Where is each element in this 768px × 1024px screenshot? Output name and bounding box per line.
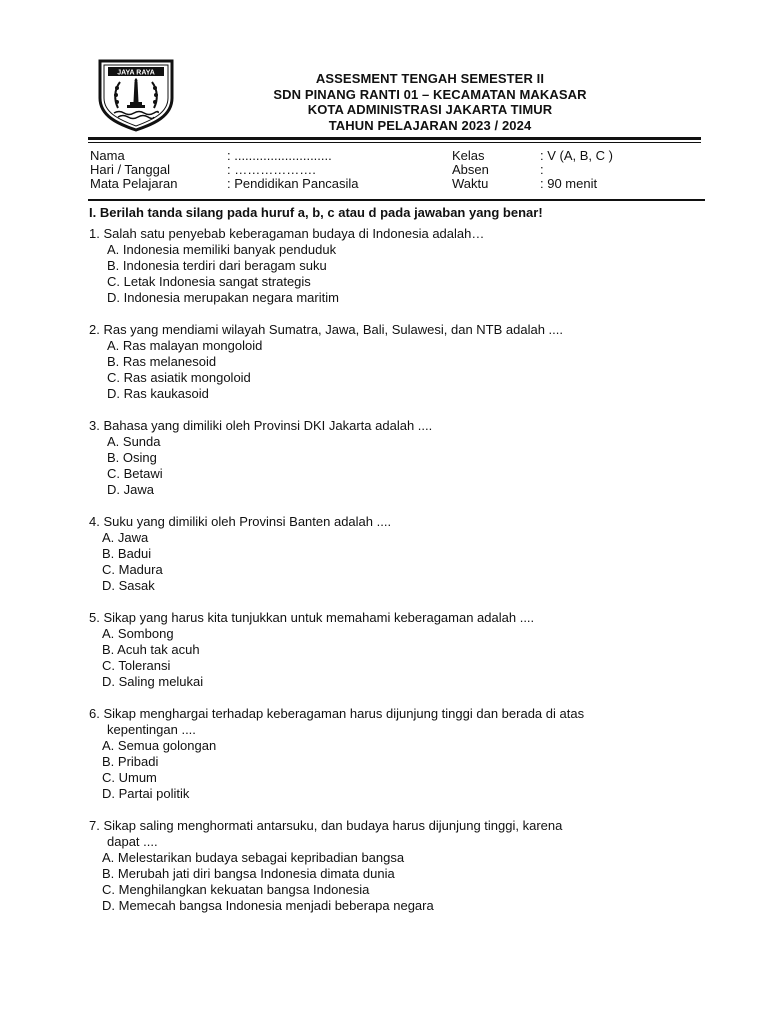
option-c[interactable]: C. Letak Indonesia sangat strategis <box>107 274 311 289</box>
option-c[interactable]: C. Madura <box>102 562 163 577</box>
info-left-labels <box>90 149 177 191</box>
option-b[interactable]: B. Ras melanesoid <box>107 354 217 369</box>
info-label-time: Waktu <box>452 176 489 191</box>
info-value-time: : 90 menit <box>540 176 598 191</box>
question-5 <box>89 610 701 690</box>
info-label-class: Kelas <box>452 148 485 163</box>
info-label-name: Nama <box>90 148 125 163</box>
option-d[interactable]: D. Ras kaukasoid <box>107 386 209 401</box>
option-b[interactable]: B. Acuh tak acuh <box>102 642 200 657</box>
option-c[interactable]: C. Toleransi <box>102 658 171 673</box>
emblem-motto: JAYA RAYA <box>117 69 155 77</box>
option-b[interactable]: B. Pribadi <box>102 754 159 769</box>
option-d[interactable]: D. Memecah bangsa Indonesia menjadi beberapa negara <box>102 898 434 913</box>
option-c[interactable]: C. Ras asiatik mongoloid <box>107 370 251 385</box>
question-4 <box>89 514 701 594</box>
option-a[interactable]: A. Sunda <box>107 434 161 449</box>
question-6 <box>89 706 701 802</box>
question-3 <box>89 418 701 498</box>
question-stem-continued: kepentingan .... <box>107 722 196 737</box>
info-label-subject: Mata Pelajaran <box>90 176 178 191</box>
option-d[interactable]: D. Indonesia merupakan negara maritim <box>107 290 339 305</box>
option-a[interactable]: A. Sombong <box>102 626 174 641</box>
section-instruction: I. Berilah tanda silang pada huruf a, b, c atau d pada jawaban yang benar! <box>89 205 543 220</box>
option-d[interactable]: D. Partai politik <box>102 786 190 801</box>
option-b[interactable]: B. Merubah jati diri bangsa Indonesia dimata dunia <box>102 866 395 881</box>
header-school-name: SDN PINANG RANTI 01 – KECAMATAN MAKASAR <box>273 86 587 102</box>
header-divider-thin <box>88 142 701 143</box>
info-label-date: Hari / Tanggal <box>90 162 170 177</box>
option-c[interactable]: C. Umum <box>102 770 157 785</box>
question-stem: 4. Suku yang dimiliki oleh Provinsi Banten adalah .... <box>89 514 392 529</box>
question-7 <box>89 818 701 914</box>
question-list <box>89 226 701 930</box>
question-1 <box>89 226 701 306</box>
exam-header <box>180 71 680 133</box>
option-d[interactable]: D. Saling melukai <box>102 674 204 689</box>
question-stem: 3. Bahasa yang dimiliki oleh Provinsi DKI Jakarta adalah .... <box>89 418 433 433</box>
info-left-values <box>227 149 359 191</box>
header-city: KOTA ADMINISTRASI JAKARTA TIMUR <box>307 102 553 117</box>
option-a[interactable]: A. Jawa <box>102 530 149 545</box>
header-exam-title: ASSESMENT TENGAH SEMESTER II <box>315 71 545 86</box>
question-stem-continued: dapat .... <box>107 834 158 849</box>
option-a[interactable]: A. Indonesia memiliki banyak penduduk <box>107 242 337 257</box>
option-a[interactable]: A. Ras malayan mongoloid <box>107 338 263 353</box>
question-stem: 7. Sikap saling menghormati antarsuku, dan budaya harus dijunjung tinggi, karena <box>89 818 563 833</box>
option-b[interactable]: B. Indonesia terdiri dari beragam suku <box>107 258 327 273</box>
info-right-values <box>540 149 613 191</box>
option-b[interactable]: B. Badui <box>102 546 152 561</box>
option-c[interactable]: C. Menghilangkan kekuatan bangsa Indonesia <box>102 882 370 897</box>
info-value-subject: : Pendidikan Pancasila <box>227 176 359 191</box>
info-divider <box>88 199 705 201</box>
question-stem: 2. Ras yang mendiami wilayah Sumatra, Jawa, Bali, Sulawesi, dan NTB adalah .... <box>89 322 564 337</box>
header-academic-year: TAHUN PELAJARAN 2023 / 2024 <box>328 117 532 133</box>
option-d[interactable]: D. Sasak <box>102 578 155 593</box>
question-stem: 5. Sikap yang harus kita tunjukkan untuk memahami keberagaman adalah .... <box>89 610 535 625</box>
option-d[interactable]: D. Jawa <box>107 482 154 497</box>
info-value-attendance[interactable]: : <box>540 162 544 177</box>
option-b[interactable]: B. Osing <box>107 450 157 465</box>
jakarta-emblem-icon <box>96 58 176 132</box>
option-c[interactable]: C. Betawi <box>107 466 163 481</box>
info-value-name[interactable]: : ........................... <box>227 148 332 163</box>
question-stem: 1. Salah satu penyebab keberagaman budaya di Indonesia adalah… <box>89 226 485 241</box>
option-a[interactable]: A. Melestarikan budaya sebagai kepribadian bangsa <box>102 850 405 865</box>
question-2 <box>89 322 701 402</box>
info-label-attendance: Absen <box>452 162 489 177</box>
option-a[interactable]: A. Semua golongan <box>102 738 217 753</box>
header-divider-thick <box>88 137 701 140</box>
info-right-labels <box>452 149 489 191</box>
info-value-class: : V (A, B, C ) <box>540 148 613 163</box>
info-value-date[interactable]: : ………………. <box>227 162 316 177</box>
question-stem: 6. Sikap menghargai terhadap keberagaman harus dijunjung tinggi dan berada di atas <box>89 706 585 721</box>
